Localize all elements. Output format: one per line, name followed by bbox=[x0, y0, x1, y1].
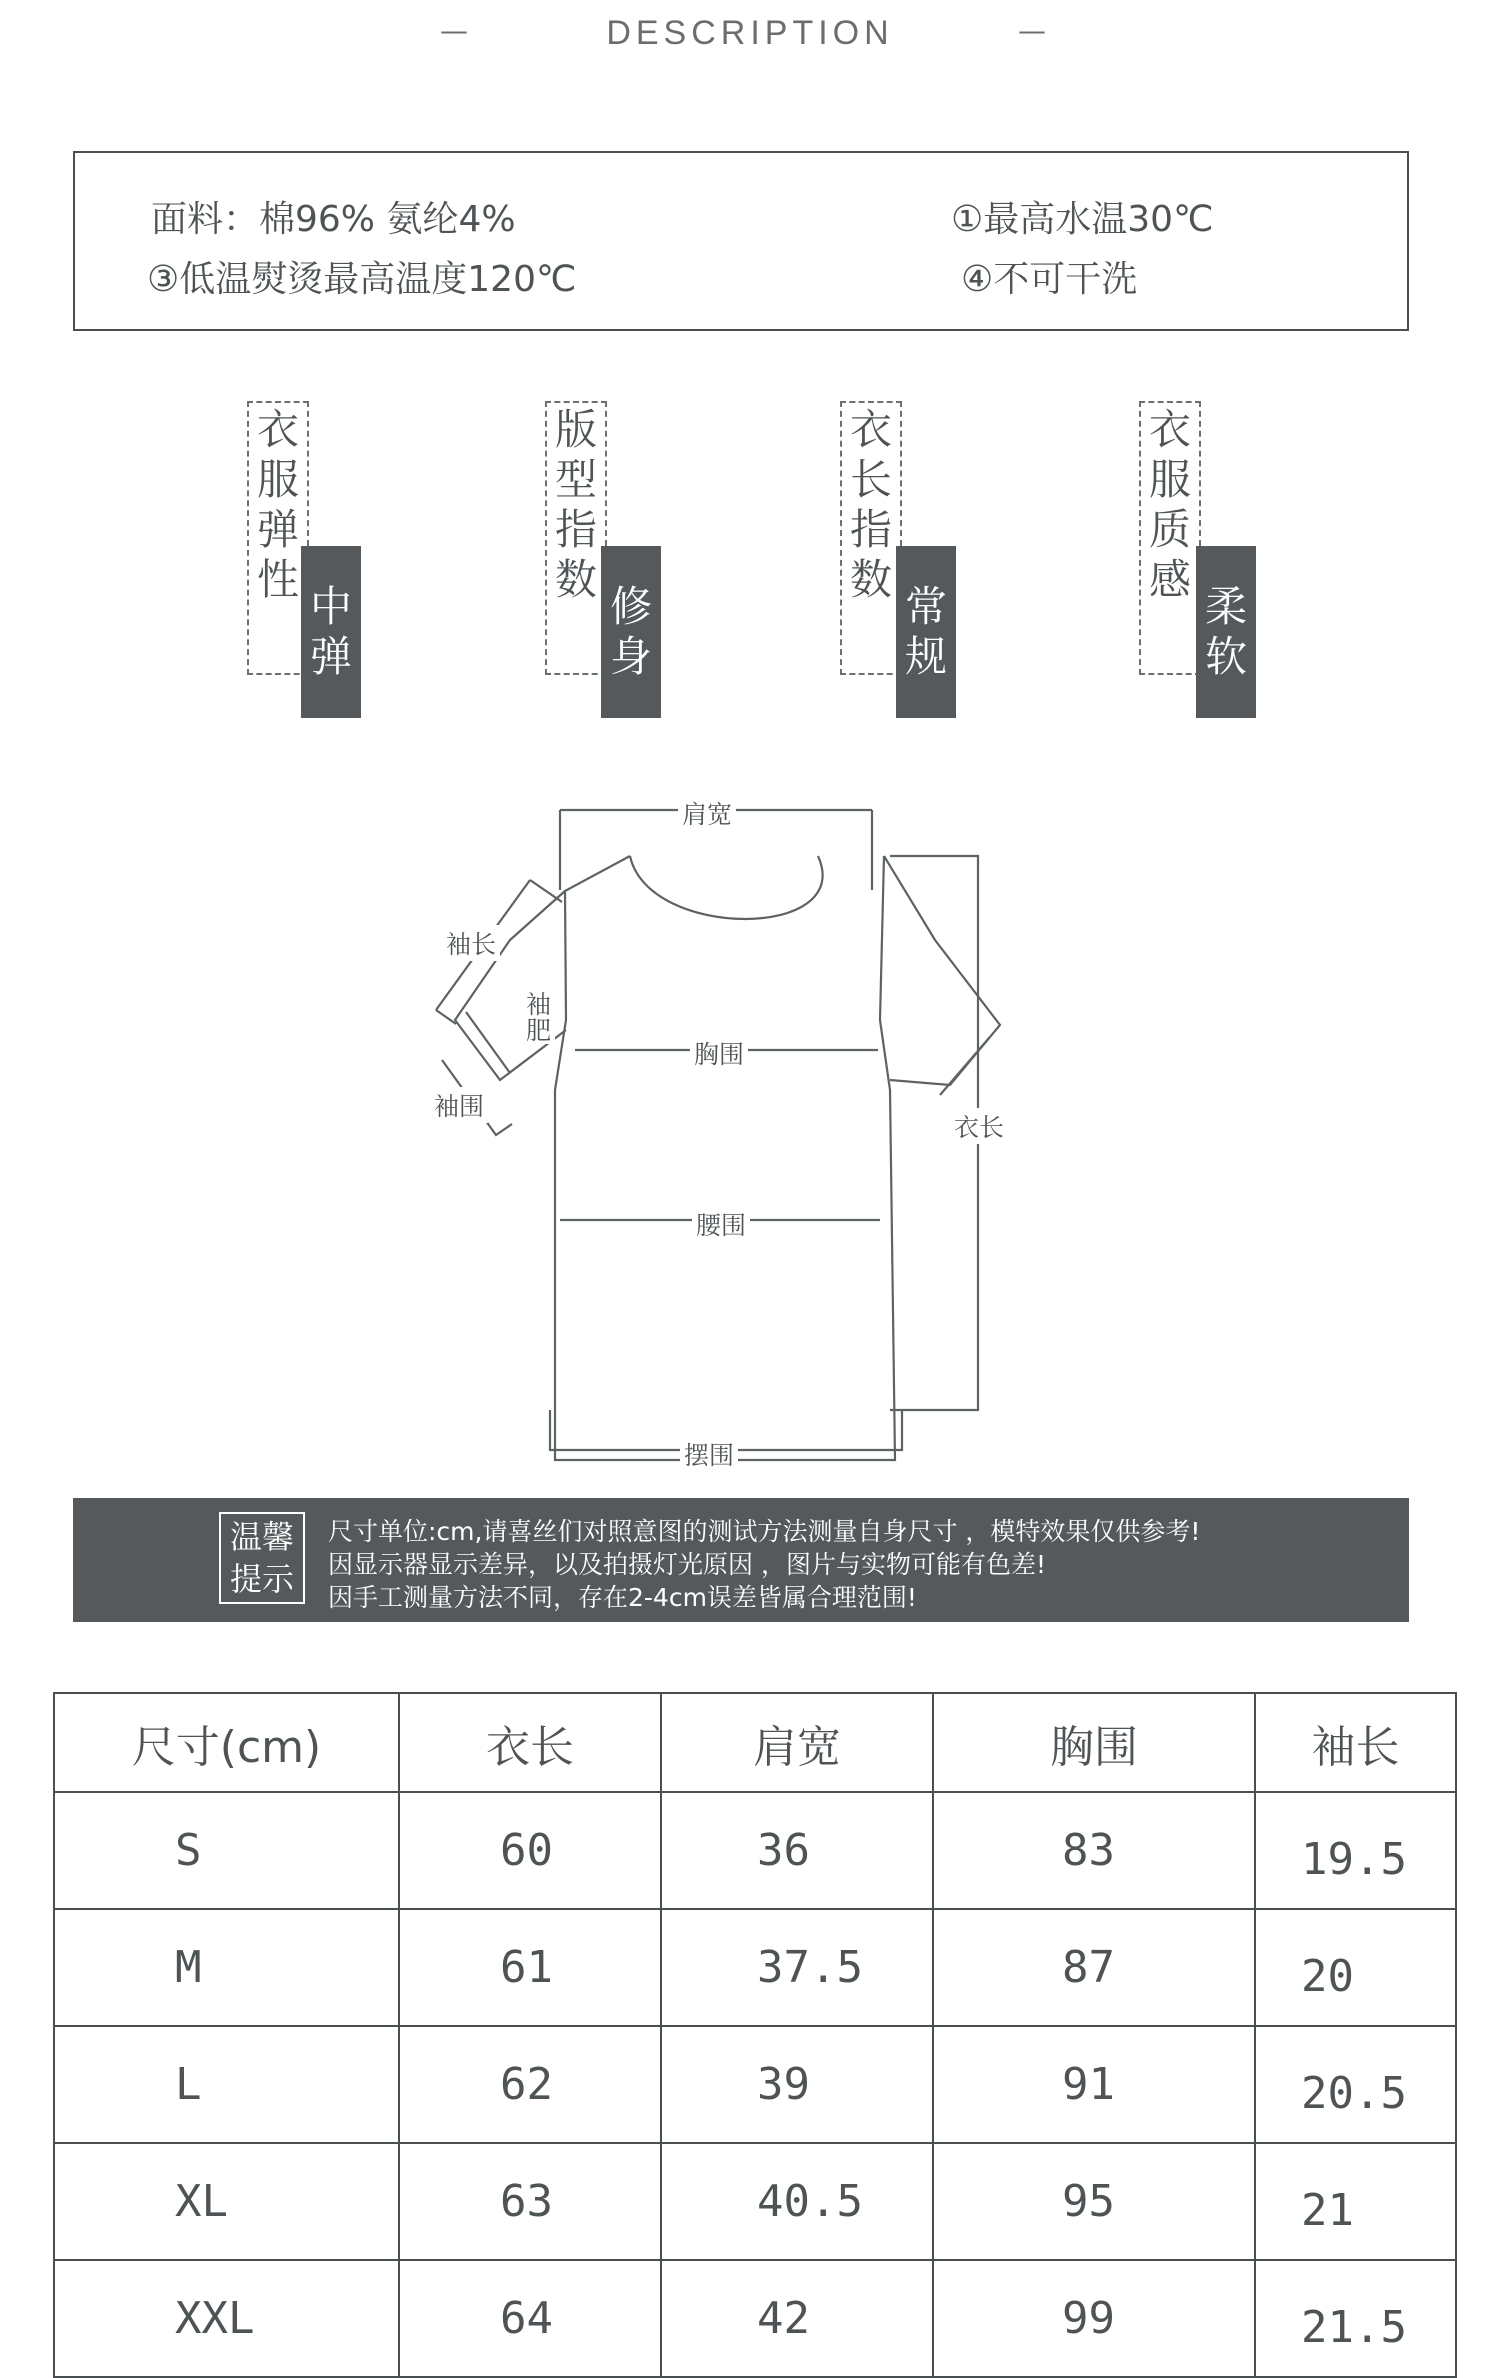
cell-sleeve: 21.5 bbox=[1255, 2260, 1456, 2377]
tips-line-units: 尺寸单位:cm,请喜丝们对照意图的测试方法测量自身尺寸 ，模特效果仅供参考! bbox=[328, 1517, 1201, 1546]
column-header-sleeve: 袖长 bbox=[1255, 1693, 1456, 1792]
table-header-row bbox=[54, 1693, 1456, 1792]
cell-shoulder: 39 bbox=[661, 2026, 933, 2143]
table-row bbox=[54, 1792, 1456, 1909]
cell-chest: 95 bbox=[933, 2143, 1255, 2260]
column-header-size: 尺寸(cm) bbox=[54, 1693, 399, 1792]
cell-length: 64 bbox=[399, 2260, 661, 2377]
index-card-value: 中 弹 bbox=[301, 546, 361, 718]
column-header-shoulder: 肩宽 bbox=[661, 1693, 933, 1792]
cell-size: S bbox=[54, 1792, 399, 1909]
index-card-value: 修 身 bbox=[601, 546, 661, 718]
measurement-diagram bbox=[400, 790, 1020, 1470]
cell-size: L bbox=[54, 2026, 399, 2143]
fabric-composition: 面料：棉96% 氨纶4% bbox=[151, 199, 516, 240]
tips-line-color: 因显示器显示差异，以及拍摄灯光原因 ，图片与实物可能有色差! bbox=[328, 1550, 1046, 1579]
cell-shoulder: 37.5 bbox=[661, 1909, 933, 2026]
cell-sleeve: 21 bbox=[1255, 2143, 1456, 2260]
cell-shoulder: 42 bbox=[661, 2260, 933, 2377]
column-header-length: 衣长 bbox=[399, 1693, 661, 1792]
cell-shoulder: 40.5 bbox=[661, 2143, 933, 2260]
tips-badge: 温馨 提示 bbox=[219, 1512, 305, 1604]
cell-size: XL bbox=[54, 2143, 399, 2260]
tips-line-error: 因手工测量方法不同，存在2-4cm误差皆属合理范围! bbox=[328, 1583, 917, 1612]
cell-length: 62 bbox=[399, 2026, 661, 2143]
label-hem: 摆围 bbox=[680, 1436, 738, 1472]
care-water-temp: ①最高水温30℃ bbox=[951, 199, 1214, 240]
cell-length: 60 bbox=[399, 1792, 661, 1909]
cell-sleeve: 20.5 bbox=[1255, 2026, 1456, 2143]
table-row bbox=[54, 2143, 1456, 2260]
cell-chest: 87 bbox=[933, 1909, 1255, 2026]
table-row bbox=[54, 2260, 1456, 2377]
cell-size: M bbox=[54, 1909, 399, 2026]
index-card-label: 衣 长 指 数 bbox=[849, 405, 892, 604]
label-length: 衣长 bbox=[950, 1108, 1008, 1144]
label-sleeve-width: 袖 肥 bbox=[522, 992, 555, 1044]
size-chart-table bbox=[53, 1692, 1457, 2378]
cell-chest: 91 bbox=[933, 2026, 1255, 2143]
tshirt-outline-icon bbox=[400, 790, 1020, 1470]
index-card-value: 常 规 bbox=[896, 546, 956, 718]
index-card-label: 衣 服 质 感 bbox=[1148, 405, 1191, 604]
table-row bbox=[54, 2026, 1456, 2143]
care-no-dry-clean: ④不可干洗 bbox=[961, 259, 1138, 300]
column-header-chest: 胸围 bbox=[933, 1693, 1255, 1792]
care-iron-temp: ③低温熨烫最高温度120℃ bbox=[147, 259, 577, 300]
index-card-value: 柔 软 bbox=[1196, 546, 1256, 718]
cell-length: 61 bbox=[399, 1909, 661, 2026]
index-card-label: 衣 服 弹 性 bbox=[256, 405, 299, 604]
tips-banner bbox=[73, 1498, 1409, 1622]
cell-size: XXL bbox=[54, 2260, 399, 2377]
label-cuff: 袖围 bbox=[430, 1087, 488, 1123]
header-dash-right: — bbox=[1018, 14, 1046, 47]
header-dash-left: — bbox=[440, 14, 468, 47]
cell-sleeve: 19.5 bbox=[1255, 1792, 1456, 1909]
label-shoulder: 肩宽 bbox=[678, 795, 736, 831]
label-sleeve-length: 袖长 bbox=[442, 925, 500, 961]
cell-chest: 83 bbox=[933, 1792, 1255, 1909]
cell-shoulder: 36 bbox=[661, 1792, 933, 1909]
page-title: DESCRIPTION bbox=[606, 14, 894, 52]
label-chest: 胸围 bbox=[690, 1035, 748, 1071]
cell-length: 63 bbox=[399, 2143, 661, 2260]
label-waist: 腰围 bbox=[692, 1206, 750, 1242]
cell-sleeve: 20 bbox=[1255, 1909, 1456, 2026]
index-card-label: 版 型 指 数 bbox=[554, 405, 597, 604]
table-row bbox=[54, 1909, 1456, 2026]
fabric-care-box bbox=[73, 151, 1409, 331]
cell-chest: 99 bbox=[933, 2260, 1255, 2377]
